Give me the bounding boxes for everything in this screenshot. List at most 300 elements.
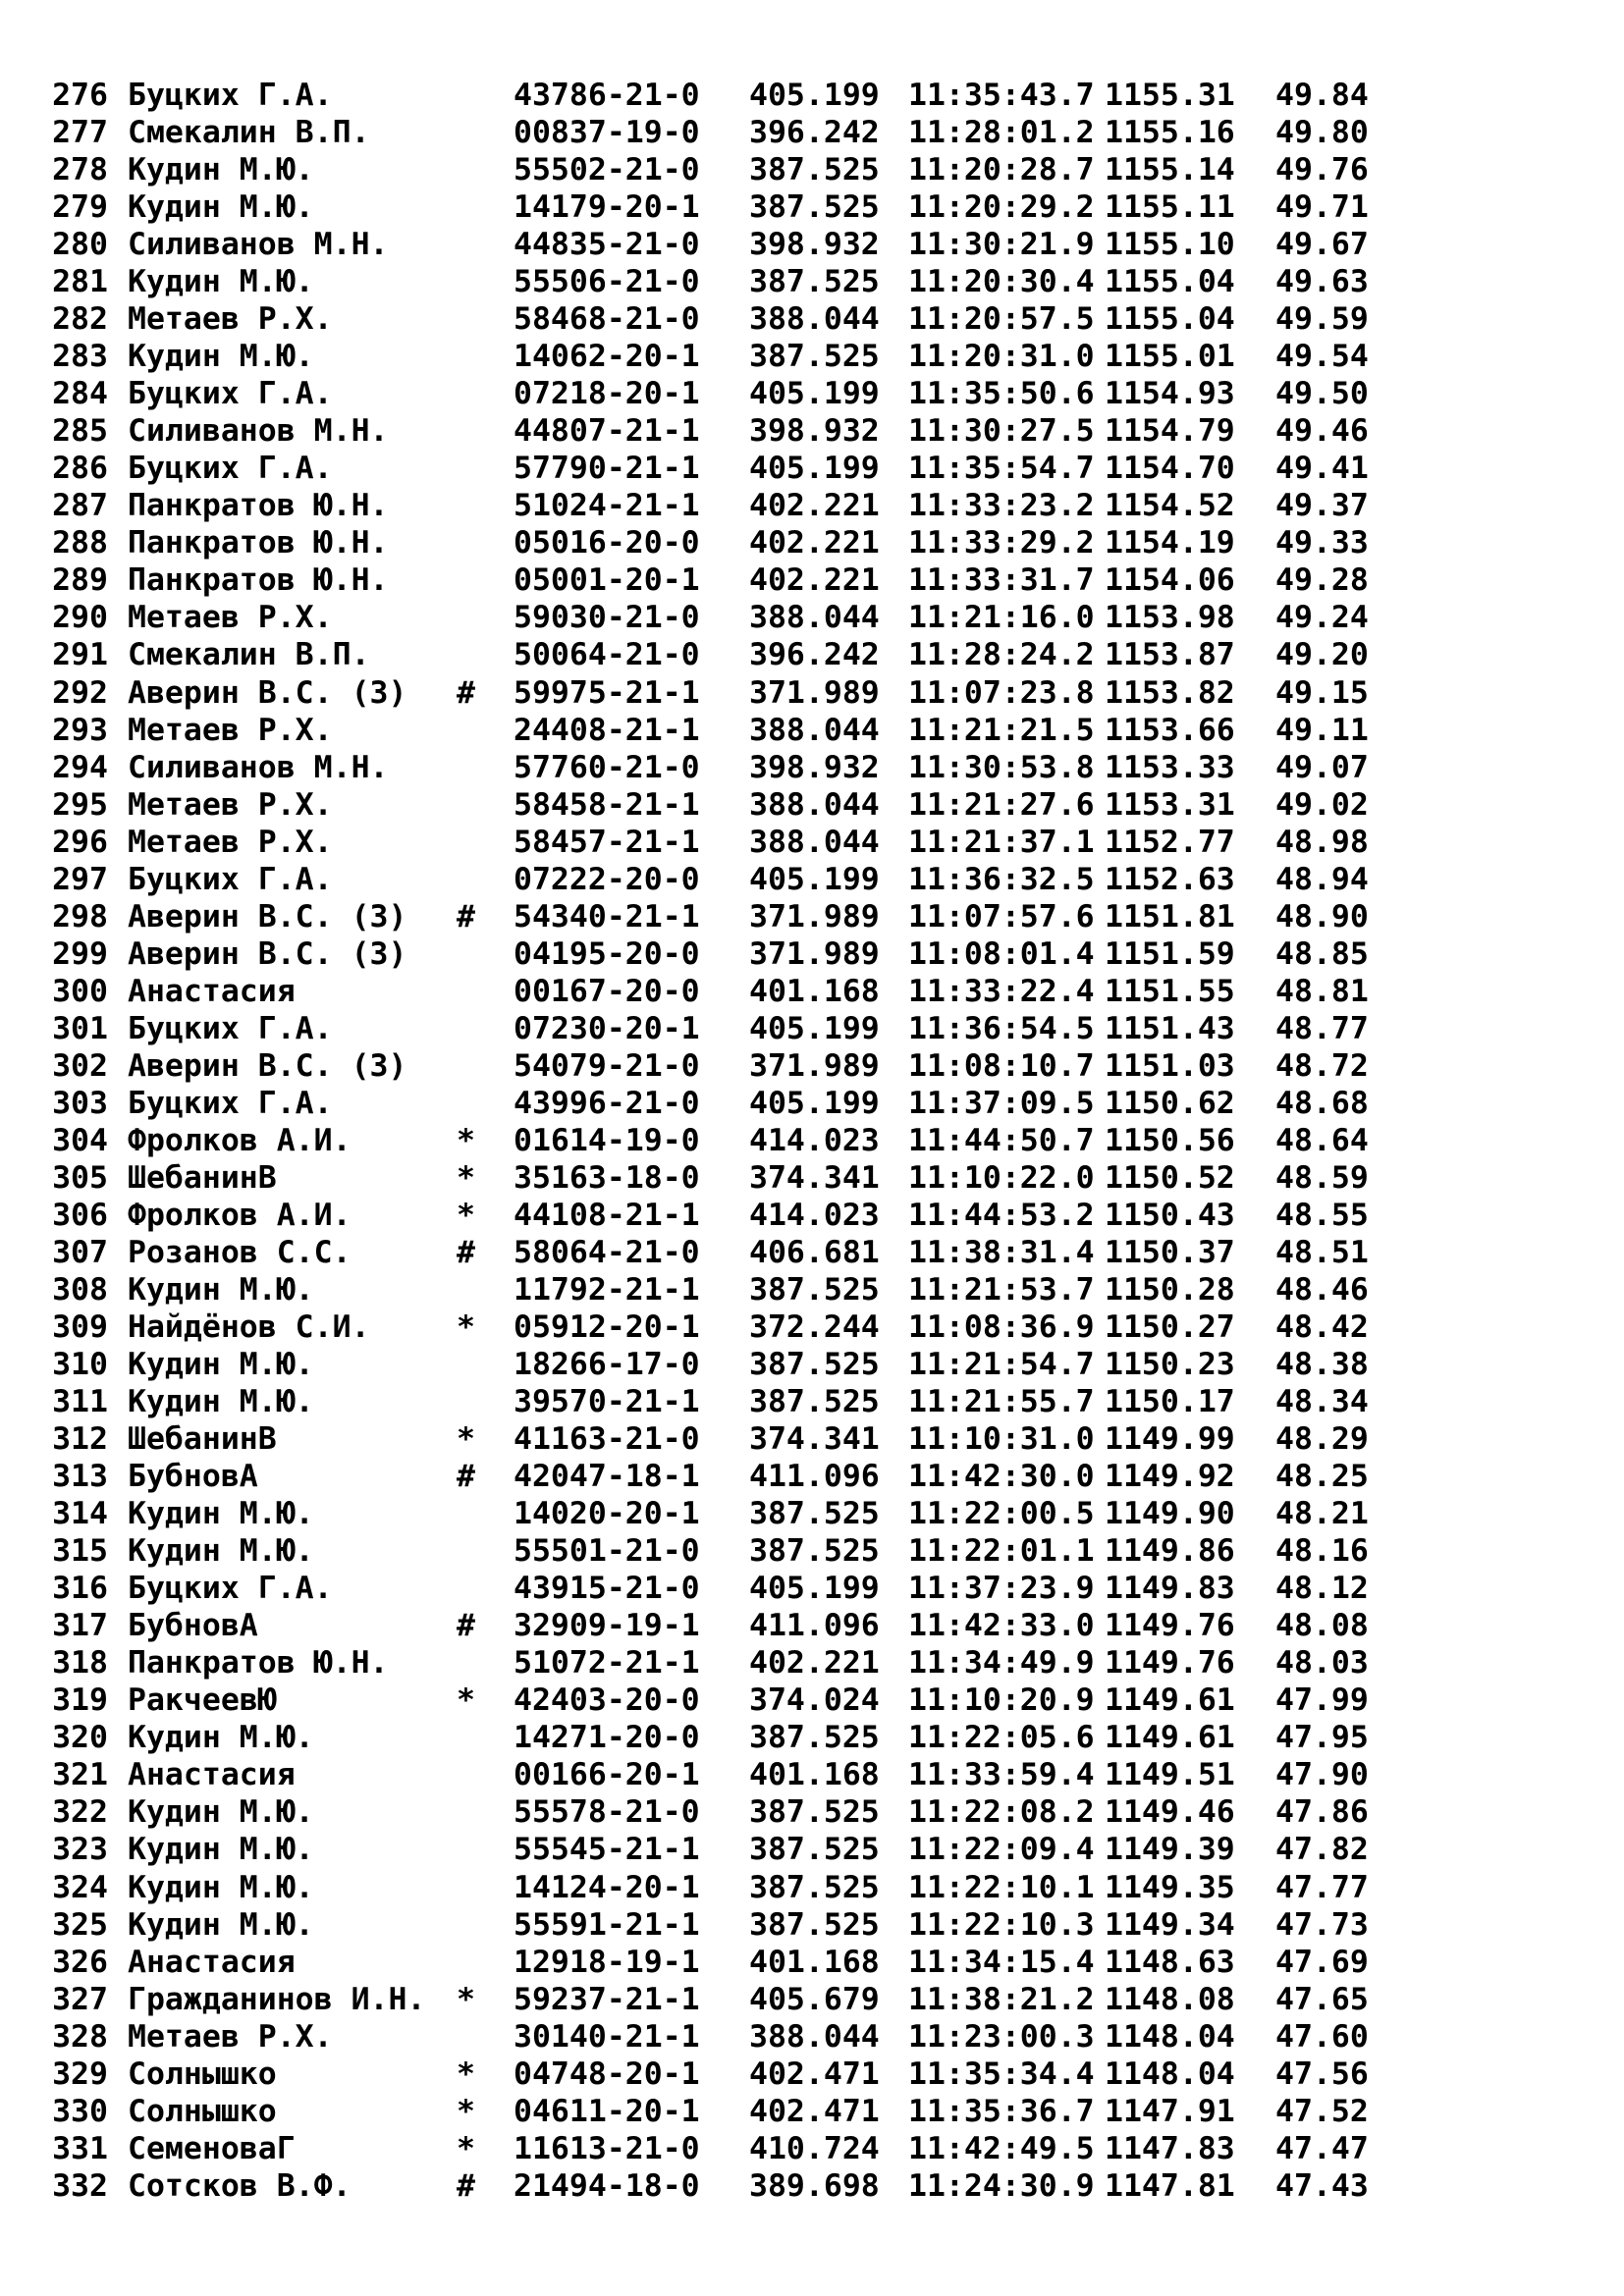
mark-cell: # bbox=[457, 1234, 475, 1270]
arrival-time-cell: 11:37:23.9 bbox=[908, 1571, 1095, 1607]
ring-number-cell: 43786-21-0 bbox=[514, 78, 700, 113]
table-row bbox=[37, 898, 1368, 935]
points-cell: 48.21 bbox=[1275, 1496, 1369, 1532]
arrival-time-cell: 11:35:36.7 bbox=[908, 2093, 1095, 2129]
arrival-time-cell: 11:08:01.4 bbox=[908, 935, 1095, 972]
arrival-time-cell: 11:10:31.0 bbox=[908, 1421, 1095, 1458]
speed-cell: 1154.06 bbox=[1105, 562, 1235, 599]
speed-cell: 1150.56 bbox=[1105, 1122, 1235, 1158]
distance-cell: 401.168 bbox=[749, 973, 880, 1009]
distance-cell: 388.044 bbox=[749, 2018, 880, 2055]
fancier-name-cell: Метаев Р.Х. bbox=[128, 712, 333, 748]
arrival-time-cell: 11:21:27.6 bbox=[908, 786, 1095, 823]
points-cell: 48.16 bbox=[1275, 1533, 1369, 1570]
speed-cell: 1151.43 bbox=[1105, 1010, 1235, 1046]
arrival-time-cell: 11:42:33.0 bbox=[908, 1608, 1095, 1644]
points-cell: 47.86 bbox=[1275, 1794, 1369, 1831]
distance-cell: 410.724 bbox=[749, 2130, 880, 2166]
fancier-name-cell: Силиванов М.Н. bbox=[128, 749, 389, 785]
ring-number-cell: 51024-21-1 bbox=[514, 488, 700, 524]
table-row bbox=[37, 2167, 1368, 2205]
distance-cell: 405.199 bbox=[749, 861, 880, 897]
points-cell: 48.85 bbox=[1275, 935, 1369, 972]
ring-number-cell: 35163-18-0 bbox=[514, 1159, 700, 1196]
points-cell: 49.59 bbox=[1275, 301, 1369, 338]
ring-number-cell: 05912-20-1 bbox=[514, 1309, 700, 1346]
ring-number-cell: 39570-21-1 bbox=[514, 1384, 700, 1420]
mark-cell: * bbox=[457, 1981, 475, 2017]
arrival-time-cell: 11:34:49.9 bbox=[908, 1645, 1095, 1682]
fancier-name-cell: Буцких Г.А. bbox=[128, 861, 333, 897]
points-cell: 49.07 bbox=[1275, 749, 1369, 785]
fancier-name-cell: БубновА bbox=[128, 1459, 258, 1495]
points-cell: 47.73 bbox=[1275, 1906, 1369, 1943]
speed-cell: 1149.34 bbox=[1105, 1906, 1235, 1943]
fancier-name-cell: Анастасия bbox=[128, 1944, 296, 1980]
points-cell: 49.41 bbox=[1275, 451, 1369, 487]
fancier-name-cell: Смекалин В.П. bbox=[128, 115, 370, 151]
distance-cell: 371.989 bbox=[749, 898, 880, 934]
table-row bbox=[37, 263, 1368, 300]
table-row bbox=[37, 712, 1368, 749]
distance-cell: 387.525 bbox=[749, 264, 880, 300]
arrival-time-cell: 11:42:49.5 bbox=[908, 2130, 1095, 2166]
fancier-name-cell: БубновА bbox=[128, 1608, 258, 1644]
distance-cell: 402.221 bbox=[749, 488, 880, 524]
table-row bbox=[37, 1495, 1368, 1532]
place-cell: 279 bbox=[52, 189, 108, 226]
fancier-name-cell: Аверин В.С. (З) bbox=[128, 898, 407, 934]
place-cell: 324 bbox=[52, 1869, 108, 1905]
mark-cell: # bbox=[457, 674, 475, 711]
table-row bbox=[37, 1756, 1368, 1793]
table-row bbox=[37, 824, 1368, 861]
speed-cell: 1154.19 bbox=[1105, 525, 1235, 561]
place-cell: 307 bbox=[52, 1234, 108, 1270]
arrival-time-cell: 11:33:23.2 bbox=[908, 488, 1095, 524]
table-row bbox=[37, 1308, 1368, 1346]
speed-cell: 1148.04 bbox=[1105, 2018, 1235, 2055]
speed-cell: 1154.70 bbox=[1105, 451, 1235, 487]
ring-number-cell: 55501-21-0 bbox=[514, 1533, 700, 1570]
table-row bbox=[37, 1981, 1368, 2018]
distance-cell: 405.679 bbox=[749, 1981, 880, 2017]
arrival-time-cell: 11:30:53.8 bbox=[908, 749, 1095, 785]
fancier-name-cell: Кудин М.Ю. bbox=[128, 1533, 314, 1570]
fancier-name-cell: Кудин М.Ю. bbox=[128, 1272, 314, 1308]
points-cell: 49.11 bbox=[1275, 712, 1369, 748]
arrival-time-cell: 11:07:23.8 bbox=[908, 674, 1095, 711]
arrival-time-cell: 11:10:20.9 bbox=[908, 1682, 1095, 1719]
place-cell: 304 bbox=[52, 1122, 108, 1158]
place-cell: 283 bbox=[52, 339, 108, 375]
arrival-time-cell: 11:20:28.7 bbox=[908, 152, 1095, 188]
table-row bbox=[37, 973, 1368, 1010]
arrival-time-cell: 11:20:31.0 bbox=[908, 339, 1095, 375]
ring-number-cell: 05001-20-1 bbox=[514, 562, 700, 599]
mark-cell: # bbox=[457, 1608, 475, 1644]
speed-cell: 1151.55 bbox=[1105, 973, 1235, 1009]
distance-cell: 405.199 bbox=[749, 78, 880, 113]
ring-number-cell: 32909-19-1 bbox=[514, 1608, 700, 1644]
fancier-name-cell: ШебанинВ bbox=[128, 1159, 277, 1196]
distance-cell: 387.525 bbox=[749, 1794, 880, 1831]
fancier-name-cell: ШебанинВ bbox=[128, 1421, 277, 1458]
points-cell: 49.50 bbox=[1275, 376, 1369, 412]
table-row bbox=[37, 2130, 1368, 2167]
arrival-time-cell: 11:10:22.0 bbox=[908, 1159, 1095, 1196]
table-row bbox=[37, 77, 1368, 114]
ring-number-cell: 11613-21-0 bbox=[514, 2130, 700, 2166]
points-cell: 47.99 bbox=[1275, 1682, 1369, 1719]
table-row bbox=[37, 300, 1368, 338]
speed-cell: 1148.63 bbox=[1105, 1944, 1235, 1980]
points-cell: 48.81 bbox=[1275, 973, 1369, 1009]
speed-cell: 1149.83 bbox=[1105, 1571, 1235, 1607]
distance-cell: 387.525 bbox=[749, 1720, 880, 1756]
fancier-name-cell: Смекалин В.П. bbox=[128, 637, 370, 673]
points-cell: 48.64 bbox=[1275, 1122, 1369, 1158]
speed-cell: 1154.52 bbox=[1105, 488, 1235, 524]
arrival-time-cell: 11:33:59.4 bbox=[908, 1757, 1095, 1793]
points-cell: 48.46 bbox=[1275, 1272, 1369, 1308]
points-cell: 49.54 bbox=[1275, 339, 1369, 375]
distance-cell: 371.989 bbox=[749, 674, 880, 711]
place-cell: 293 bbox=[52, 712, 108, 748]
ring-number-cell: 51072-21-1 bbox=[514, 1645, 700, 1682]
fancier-name-cell: Кудин М.Ю. bbox=[128, 339, 314, 375]
ring-number-cell: 14062-20-1 bbox=[514, 339, 700, 375]
table-row bbox=[37, 375, 1368, 412]
ring-number-cell: 14271-20-0 bbox=[514, 1720, 700, 1756]
table-row bbox=[37, 114, 1368, 151]
speed-cell: 1150.37 bbox=[1105, 1234, 1235, 1270]
ring-number-cell: 58468-21-0 bbox=[514, 301, 700, 338]
ring-number-cell: 04611-20-1 bbox=[514, 2093, 700, 2129]
arrival-time-cell: 11:37:09.5 bbox=[908, 1085, 1095, 1121]
place-cell: 301 bbox=[52, 1010, 108, 1046]
ring-number-cell: 58064-21-0 bbox=[514, 1234, 700, 1270]
ring-number-cell: 14179-20-1 bbox=[514, 189, 700, 226]
table-row bbox=[37, 1793, 1368, 1831]
table-row bbox=[37, 599, 1368, 636]
table-row bbox=[37, 151, 1368, 188]
fancier-name-cell: Метаев Р.Х. bbox=[128, 600, 333, 636]
table-row bbox=[37, 487, 1368, 524]
distance-cell: 398.932 bbox=[749, 413, 880, 450]
place-cell: 332 bbox=[52, 2167, 108, 2204]
distance-cell: 405.199 bbox=[749, 1010, 880, 1046]
speed-cell: 1149.35 bbox=[1105, 1869, 1235, 1905]
points-cell: 48.34 bbox=[1275, 1384, 1369, 1420]
arrival-time-cell: 11:23:00.3 bbox=[908, 2018, 1095, 2055]
speed-cell: 1150.28 bbox=[1105, 1272, 1235, 1308]
fancier-name-cell: Буцких Г.А. bbox=[128, 376, 333, 412]
place-cell: 277 bbox=[52, 115, 108, 151]
arrival-time-cell: 11:35:54.7 bbox=[908, 451, 1095, 487]
table-row bbox=[37, 749, 1368, 786]
speed-cell: 1152.77 bbox=[1105, 824, 1235, 860]
mark-cell: # bbox=[457, 1459, 475, 1495]
ring-number-cell: 55545-21-1 bbox=[514, 1832, 700, 1868]
mark-cell: * bbox=[457, 2130, 475, 2166]
arrival-time-cell: 11:35:50.6 bbox=[908, 376, 1095, 412]
table-row bbox=[37, 561, 1368, 599]
place-cell: 297 bbox=[52, 861, 108, 897]
distance-cell: 414.023 bbox=[749, 1197, 880, 1233]
ring-number-cell: 44108-21-1 bbox=[514, 1197, 700, 1233]
speed-cell: 1152.63 bbox=[1105, 861, 1235, 897]
distance-cell: 387.525 bbox=[749, 1496, 880, 1532]
speed-cell: 1150.43 bbox=[1105, 1197, 1235, 1233]
distance-cell: 387.525 bbox=[749, 1533, 880, 1570]
ring-number-cell: 01614-19-0 bbox=[514, 1122, 700, 1158]
speed-cell: 1153.31 bbox=[1105, 786, 1235, 823]
arrival-time-cell: 11:22:10.1 bbox=[908, 1869, 1095, 1905]
distance-cell: 387.525 bbox=[749, 1272, 880, 1308]
arrival-time-cell: 11:36:32.5 bbox=[908, 861, 1095, 897]
distance-cell: 372.244 bbox=[749, 1309, 880, 1346]
distance-cell: 402.471 bbox=[749, 2093, 880, 2129]
points-cell: 48.68 bbox=[1275, 1085, 1369, 1121]
points-cell: 48.90 bbox=[1275, 898, 1369, 934]
ring-number-cell: 07230-20-1 bbox=[514, 1010, 700, 1046]
fancier-name-cell: Буцких Г.А. bbox=[128, 78, 333, 113]
mark-cell: * bbox=[457, 1122, 475, 1158]
arrival-time-cell: 11:08:36.9 bbox=[908, 1309, 1095, 1346]
place-cell: 329 bbox=[52, 2056, 108, 2092]
points-cell: 48.29 bbox=[1275, 1421, 1369, 1458]
speed-cell: 1150.62 bbox=[1105, 1085, 1235, 1121]
distance-cell: 371.989 bbox=[749, 1047, 880, 1084]
ring-number-cell: 58457-21-1 bbox=[514, 824, 700, 860]
table-row bbox=[37, 1085, 1368, 1122]
table-row bbox=[37, 1532, 1368, 1570]
ring-number-cell: 14124-20-1 bbox=[514, 1869, 700, 1905]
place-cell: 320 bbox=[52, 1720, 108, 1756]
table-row bbox=[37, 1234, 1368, 1271]
points-cell: 49.76 bbox=[1275, 152, 1369, 188]
table-row bbox=[37, 1869, 1368, 1906]
points-cell: 49.28 bbox=[1275, 562, 1369, 599]
ring-number-cell: 43915-21-0 bbox=[514, 1571, 700, 1607]
points-cell: 47.69 bbox=[1275, 1944, 1369, 1980]
table-row bbox=[37, 1607, 1368, 1644]
ring-number-cell: 55502-21-0 bbox=[514, 152, 700, 188]
place-cell: 310 bbox=[52, 1347, 108, 1383]
speed-cell: 1150.17 bbox=[1105, 1384, 1235, 1420]
speed-cell: 1155.10 bbox=[1105, 227, 1235, 263]
distance-cell: 374.341 bbox=[749, 1421, 880, 1458]
table-row bbox=[37, 450, 1368, 487]
speed-cell: 1151.81 bbox=[1105, 898, 1235, 934]
mark-cell: # bbox=[457, 898, 475, 934]
speed-cell: 1149.86 bbox=[1105, 1533, 1235, 1570]
mark-cell: * bbox=[457, 1159, 475, 1196]
fancier-name-cell: Кудин М.Ю. bbox=[128, 1869, 314, 1905]
fancier-name-cell: Кудин М.Ю. bbox=[128, 1906, 314, 1943]
points-cell: 47.56 bbox=[1275, 2056, 1369, 2092]
table-row bbox=[37, 1010, 1368, 1047]
table-row bbox=[37, 338, 1368, 375]
speed-cell: 1147.81 bbox=[1105, 2167, 1235, 2204]
ring-number-cell: 59975-21-1 bbox=[514, 674, 700, 711]
place-cell: 289 bbox=[52, 562, 108, 599]
distance-cell: 388.044 bbox=[749, 301, 880, 338]
arrival-time-cell: 11:28:01.2 bbox=[908, 115, 1095, 151]
table-row bbox=[37, 1047, 1368, 1085]
speed-cell: 1155.01 bbox=[1105, 339, 1235, 375]
points-cell: 47.60 bbox=[1275, 2018, 1369, 2055]
points-cell: 49.67 bbox=[1275, 227, 1369, 263]
speed-cell: 1155.31 bbox=[1105, 78, 1235, 113]
table-row bbox=[37, 674, 1368, 712]
table-row bbox=[37, 1383, 1368, 1420]
arrival-time-cell: 11:44:53.2 bbox=[908, 1197, 1095, 1233]
place-cell: 309 bbox=[52, 1309, 108, 1346]
table-row bbox=[37, 2093, 1368, 2130]
fancier-name-cell: Кудин М.Ю. bbox=[128, 152, 314, 188]
fancier-name-cell: Анастасия bbox=[128, 1757, 296, 1793]
place-cell: 302 bbox=[52, 1047, 108, 1084]
ring-number-cell: 04195-20-0 bbox=[514, 935, 700, 972]
fancier-name-cell: Панкратов Ю.Н. bbox=[128, 562, 389, 599]
arrival-time-cell: 11:22:01.1 bbox=[908, 1533, 1095, 1570]
ring-number-cell: 04748-20-1 bbox=[514, 2056, 700, 2092]
speed-cell: 1149.92 bbox=[1105, 1459, 1235, 1495]
speed-cell: 1147.83 bbox=[1105, 2130, 1235, 2166]
speed-cell: 1149.61 bbox=[1105, 1682, 1235, 1719]
points-cell: 49.33 bbox=[1275, 525, 1369, 561]
mark-cell: * bbox=[457, 1309, 475, 1346]
place-cell: 318 bbox=[52, 1645, 108, 1682]
arrival-time-cell: 11:28:24.2 bbox=[908, 637, 1095, 673]
points-cell: 47.43 bbox=[1275, 2167, 1369, 2204]
speed-cell: 1153.82 bbox=[1105, 674, 1235, 711]
fancier-name-cell: Метаев Р.Х. bbox=[128, 786, 333, 823]
fancier-name-cell: Фролков А.И. bbox=[128, 1122, 352, 1158]
ring-number-cell: 18266-17-0 bbox=[514, 1347, 700, 1383]
fancier-name-cell: Гражданинов И.Н. bbox=[128, 1981, 426, 2017]
fancier-name-cell: Анастасия bbox=[128, 973, 296, 1009]
place-cell: 306 bbox=[52, 1197, 108, 1233]
place-cell: 317 bbox=[52, 1608, 108, 1644]
arrival-time-cell: 11:22:08.2 bbox=[908, 1794, 1095, 1831]
place-cell: 288 bbox=[52, 525, 108, 561]
table-row bbox=[37, 1906, 1368, 1944]
place-cell: 292 bbox=[52, 674, 108, 711]
place-cell: 321 bbox=[52, 1757, 108, 1793]
fancier-name-cell: Кудин М.Ю. bbox=[128, 1347, 314, 1383]
points-cell: 47.95 bbox=[1275, 1720, 1369, 1756]
distance-cell: 374.024 bbox=[749, 1682, 880, 1719]
arrival-time-cell: 11:24:30.9 bbox=[908, 2167, 1095, 2204]
arrival-time-cell: 11:20:30.4 bbox=[908, 264, 1095, 300]
fancier-name-cell: Кудин М.Ю. bbox=[128, 1794, 314, 1831]
ring-number-cell: 42403-20-0 bbox=[514, 1682, 700, 1719]
distance-cell: 405.199 bbox=[749, 376, 880, 412]
table-row bbox=[37, 2018, 1368, 2056]
distance-cell: 402.221 bbox=[749, 525, 880, 561]
arrival-time-cell: 11:22:00.5 bbox=[908, 1496, 1095, 1532]
points-cell: 48.08 bbox=[1275, 1608, 1369, 1644]
table-row bbox=[37, 1346, 1368, 1383]
place-cell: 316 bbox=[52, 1571, 108, 1607]
mark-cell: # bbox=[457, 2167, 475, 2204]
place-cell: 281 bbox=[52, 264, 108, 300]
fancier-name-cell: Панкратов Ю.Н. bbox=[128, 1645, 389, 1682]
fancier-name-cell: Аверин В.С. (З) bbox=[128, 935, 407, 972]
fancier-name-cell: Кудин М.Ю. bbox=[128, 1384, 314, 1420]
mark-cell: * bbox=[457, 2056, 475, 2092]
distance-cell: 387.525 bbox=[749, 339, 880, 375]
ring-number-cell: 58458-21-1 bbox=[514, 786, 700, 823]
place-cell: 300 bbox=[52, 973, 108, 1009]
place-cell: 284 bbox=[52, 376, 108, 412]
table-row bbox=[37, 1944, 1368, 1981]
place-cell: 276 bbox=[52, 78, 108, 113]
fancier-name-cell: Панкратов Ю.Н. bbox=[128, 488, 389, 524]
distance-cell: 406.681 bbox=[749, 1234, 880, 1270]
table-row bbox=[37, 1831, 1368, 1868]
fancier-name-cell: Кудин М.Ю. bbox=[128, 189, 314, 226]
points-cell: 49.84 bbox=[1275, 78, 1369, 113]
place-cell: 280 bbox=[52, 227, 108, 263]
arrival-time-cell: 11:44:50.7 bbox=[908, 1122, 1095, 1158]
points-cell: 48.12 bbox=[1275, 1571, 1369, 1607]
arrival-time-cell: 11:20:57.5 bbox=[908, 301, 1095, 338]
distance-cell: 398.932 bbox=[749, 749, 880, 785]
fancier-name-cell: Силиванов М.Н. bbox=[128, 227, 389, 263]
place-cell: 286 bbox=[52, 451, 108, 487]
distance-cell: 389.698 bbox=[749, 2167, 880, 2204]
points-cell: 47.90 bbox=[1275, 1757, 1369, 1793]
fancier-name-cell: Метаев Р.Х. bbox=[128, 301, 333, 338]
distance-cell: 387.525 bbox=[749, 1906, 880, 1943]
fancier-name-cell: Кудин М.Ю. bbox=[128, 1832, 314, 1868]
speed-cell: 1153.98 bbox=[1105, 600, 1235, 636]
place-cell: 290 bbox=[52, 600, 108, 636]
distance-cell: 371.989 bbox=[749, 935, 880, 972]
mark-cell: * bbox=[457, 1197, 475, 1233]
place-cell: 298 bbox=[52, 898, 108, 934]
fancier-name-cell: Кудин М.Ю. bbox=[128, 1720, 314, 1756]
speed-cell: 1151.59 bbox=[1105, 935, 1235, 972]
arrival-time-cell: 11:35:34.4 bbox=[908, 2056, 1095, 2092]
table-row bbox=[37, 1122, 1368, 1159]
ring-number-cell: 55506-21-0 bbox=[514, 264, 700, 300]
fancier-name-cell: Розанов С.С. bbox=[128, 1234, 352, 1270]
place-cell: 328 bbox=[52, 2018, 108, 2055]
distance-cell: 402.221 bbox=[749, 562, 880, 599]
arrival-time-cell: 11:08:10.7 bbox=[908, 1047, 1095, 1084]
speed-cell: 1154.93 bbox=[1105, 376, 1235, 412]
arrival-time-cell: 11:34:15.4 bbox=[908, 1944, 1095, 1980]
arrival-time-cell: 11:38:31.4 bbox=[908, 1234, 1095, 1270]
points-cell: 49.20 bbox=[1275, 637, 1369, 673]
arrival-time-cell: 11:21:55.7 bbox=[908, 1384, 1095, 1420]
points-cell: 49.15 bbox=[1275, 674, 1369, 711]
place-cell: 296 bbox=[52, 824, 108, 860]
place-cell: 305 bbox=[52, 1159, 108, 1196]
ring-number-cell: 59030-21-0 bbox=[514, 600, 700, 636]
points-cell: 47.52 bbox=[1275, 2093, 1369, 2129]
place-cell: 322 bbox=[52, 1794, 108, 1831]
place-cell: 313 bbox=[52, 1459, 108, 1495]
place-cell: 325 bbox=[52, 1906, 108, 1943]
arrival-time-cell: 11:22:09.4 bbox=[908, 1832, 1095, 1868]
arrival-time-cell: 11:33:22.4 bbox=[908, 973, 1095, 1009]
